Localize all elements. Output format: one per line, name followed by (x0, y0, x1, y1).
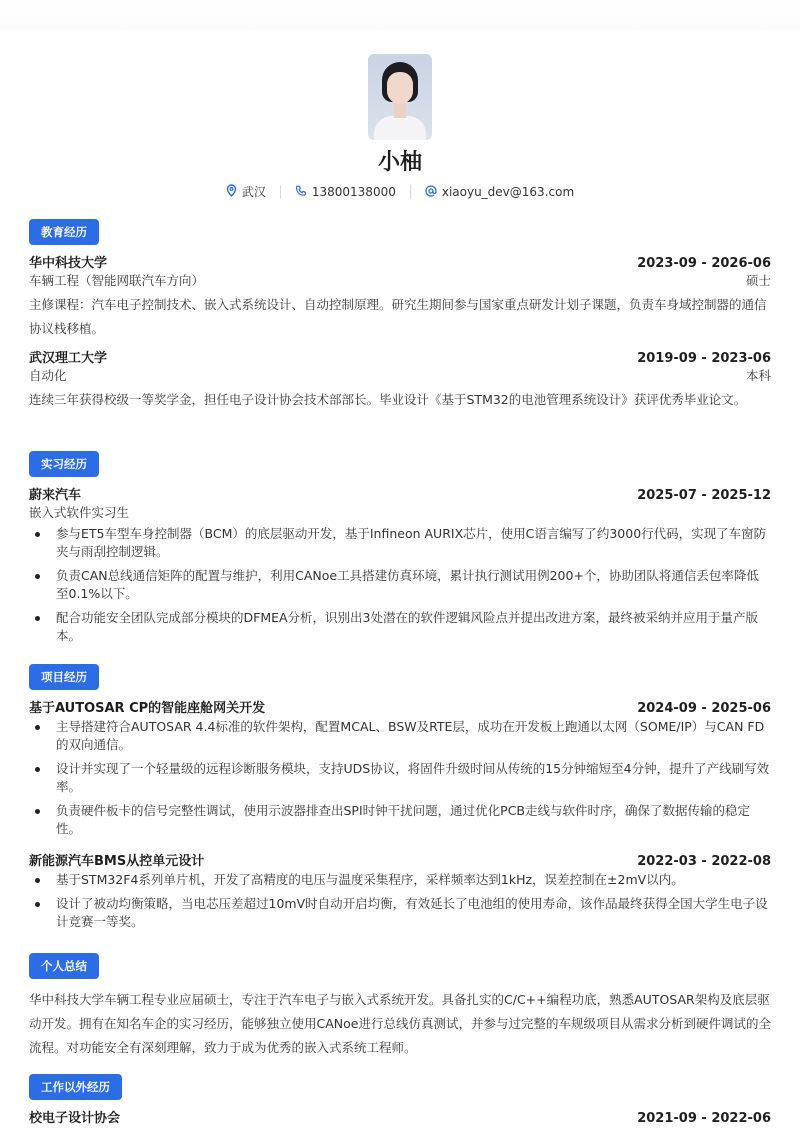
bullet-item: 基于STM32F4系列单片机，开发了高精度的电压与温度采集程序，采样频率达到1kHz，误差控制在±2mV以内。 (29, 871, 771, 889)
company-name: 蔚来汽车 (29, 488, 82, 503)
avatar-body (374, 116, 426, 140)
contact-location (226, 183, 266, 200)
resume-page (29, 0, 771, 1126)
project-name: 新能源汽车BMS从控单元设计 (29, 854, 205, 869)
contact-info (29, 183, 771, 200)
section-badge-projects: 项目经历 (29, 664, 99, 690)
major: 自动化 (29, 368, 67, 383)
project-bullets (29, 871, 771, 931)
education-description: 主修课程：汽车电子控制技术、嵌入式系统设计、自动控制原理。研究生期间参与国家重点研发计划子课题，负责车身域控制器的通信协议栈移植。 (29, 297, 767, 336)
summary-text: 华中科技大学车辆工程专业应届硕士，专注于汽车电子与嵌入式系统开发。具备扎实的C/C++编程功底，熟悉AUTOSAR架构及底层驱动开发。拥有在知名车企的实习经历，能够独立使用CANoe进行总线仿真测试，并参与过完整的车规级项目从需求分析到硬件调试的全流程。对功能安全有深刻理解，致力于成为优秀的嵌入式系统工程师。 (29, 992, 771, 1055)
school-name: 华中科技大学 (29, 256, 108, 271)
date-range: 2019-09 - 2023-06 (637, 351, 771, 366)
bullet-item: 负责硬件板卡的信号完整性调试，使用示波器排查出SPI时钟干扰问题，通过优化PCB走线与软件时序，确保了数据传输的稳定性。 (29, 802, 771, 838)
degree: 本科 (745, 368, 771, 383)
date-range: 2023-09 - 2026-06 (637, 256, 771, 271)
contact-email (425, 185, 574, 199)
at-icon (425, 185, 437, 199)
section-education (29, 219, 771, 245)
date-range: 2021-09 - 2022-06 (637, 1111, 771, 1126)
major: 车辆工程（智能网联汽车方向） (29, 273, 205, 288)
project-item (29, 850, 771, 937)
education-item (29, 252, 771, 341)
bullet-item: 负责CAN总线通信矩阵的配置与维护，利用CANoe工具搭建仿真环境，累计执行测试用例200+个，协助团队将通信丢包率降低至0.1%以下。 (29, 567, 771, 603)
phone-text[interactable]: 13800138000 (311, 184, 396, 199)
section-badge-internship: 实习经历 (29, 451, 99, 477)
contact-divider (410, 185, 411, 199)
org-name: 校电子设计协会 (29, 1111, 121, 1126)
date-range: 2025-07 - 2025-12 (637, 488, 771, 503)
location-text: 武汉 (241, 185, 266, 199)
section-badge-summary: 个人总结 (29, 953, 99, 979)
project-item (29, 697, 771, 844)
job-role: 嵌入式软件实习生 (29, 505, 130, 520)
section-extra (29, 1074, 771, 1100)
phone-icon (295, 185, 307, 199)
avatar-face (387, 72, 413, 104)
candidate-name: 小柚 (377, 150, 422, 175)
contact-divider (280, 185, 281, 199)
project-bullets (29, 718, 771, 838)
section-internship (29, 451, 771, 477)
school-name: 武汉理工大学 (29, 351, 108, 366)
degree: 硕士 (745, 273, 771, 288)
date-range: 2024-09 - 2025-06 (637, 701, 771, 716)
internship-item (29, 484, 771, 651)
bullet-item: 设计了被动均衡策略，当电芯压差超过10mV时自动开启均衡，有效延长了电池组的使用寿命，该作品最终获得全国大学生电子设计竞赛一等奖。 (29, 895, 771, 931)
project-name: 基于AUTOSAR CP的智能座舱网关开发 (29, 701, 266, 716)
map-pin-icon (226, 184, 237, 199)
summary-block (29, 984, 771, 1060)
section-badge-education: 教育经历 (29, 219, 99, 245)
education-item (29, 347, 771, 412)
email-text[interactable]: xiaoyu_dev@163.com (441, 184, 575, 199)
contact-phone (295, 185, 396, 199)
section-badge-extra: 工作以外经历 (29, 1074, 122, 1100)
bullet-item: 配合功能安全团队完成部分模块的DFMEA分析，识别出3处潜在的软件逻辑风险点并提出改进方案，最终被采纳并应用于量产版本。 (29, 609, 771, 645)
resume-header (29, 0, 771, 210)
date-range: 2022-03 - 2022-08 (637, 854, 771, 869)
education-description: 连续三年获得校级一等奖学金，担任电子设计协会技术部部长。毕业设计《基于STM32的电池管理系统设计》获评优秀毕业论文。 (29, 392, 747, 407)
bullet-item: 设计并实现了一个轻量级的远程诊断服务模块，支持UDS协议，将固件升级时间从传统的15分钟缩短至4分钟，提升了产线刷写效率。 (29, 760, 771, 796)
avatar-neck (394, 102, 406, 118)
bullet-item: 主导搭建符合AUTOSAR 4.4标准的软件架构，配置MCAL、BSW及RTE层，成功在开发板上跑通以太网（SOME/IP）与CAN FD的双向通信。 (29, 718, 771, 754)
avatar-photo (368, 54, 432, 140)
bullet-item: 参与ET5车型车身控制器（BCM）的底层驱动开发，基于Infineon AURIX芯片，使用C语言编写了约3000行代码，实现了车窗防夹与雨刮控制逻辑。 (29, 525, 771, 561)
section-projects (29, 664, 771, 690)
internship-bullets (29, 525, 771, 645)
extra-item (29, 1107, 771, 1126)
section-summary (29, 953, 771, 979)
